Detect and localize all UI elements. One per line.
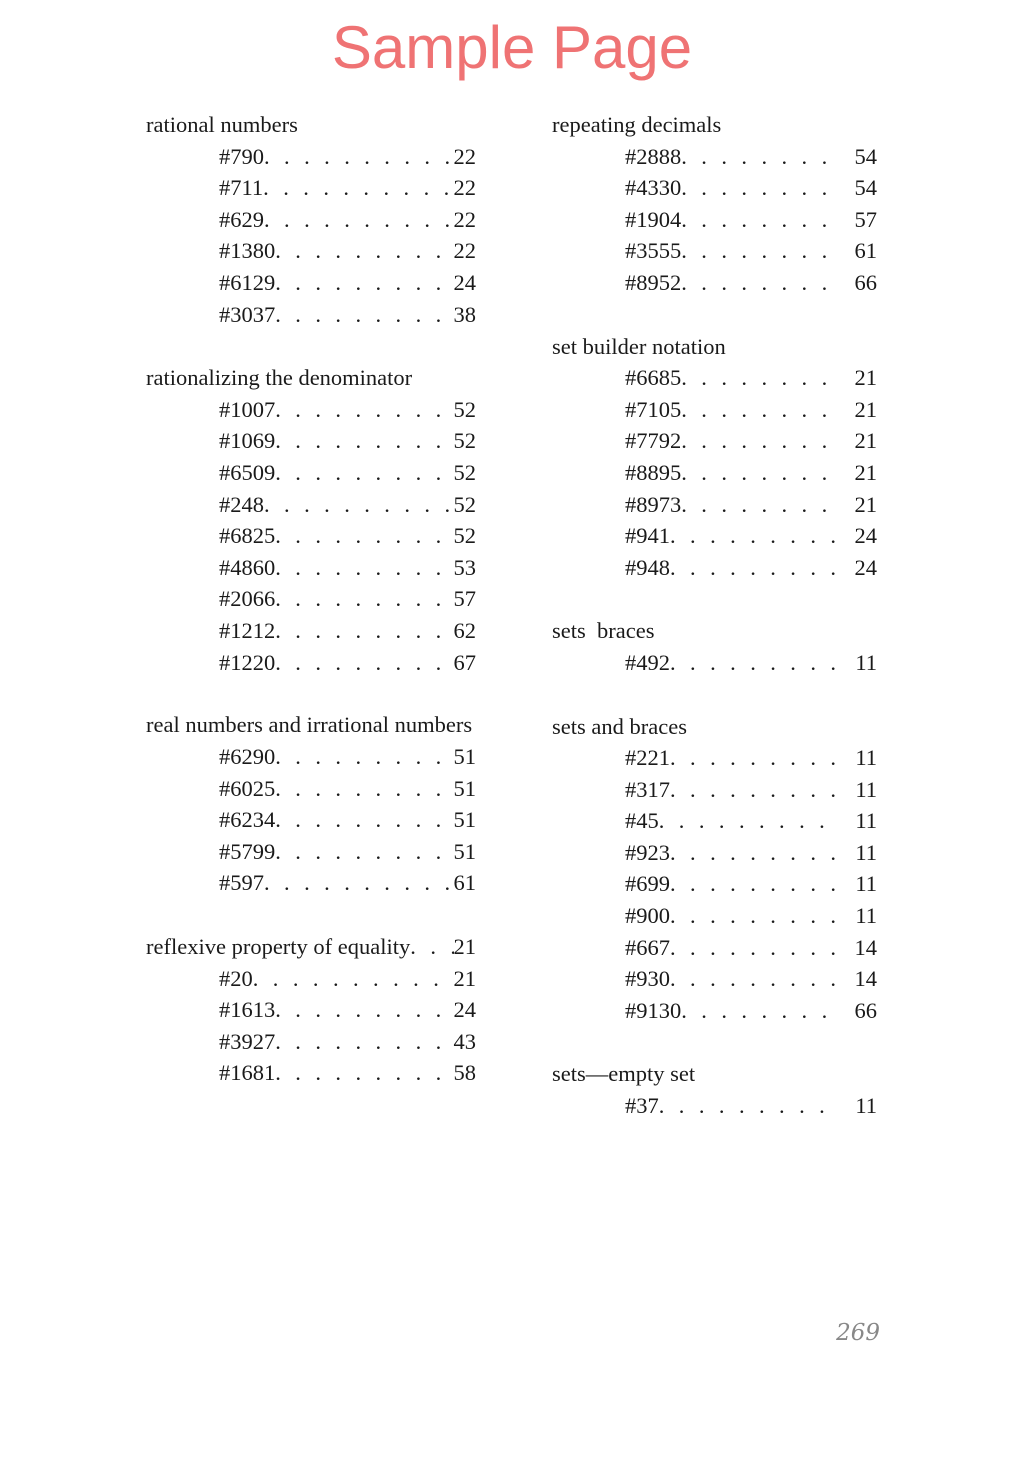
entry-page: 21 bbox=[854, 459, 877, 485]
entry-page: 21 bbox=[854, 428, 877, 454]
entry-page: 24 bbox=[453, 997, 476, 1023]
dot-leader bbox=[670, 520, 839, 552]
entry-ref: #3555 bbox=[625, 238, 682, 264]
dot-leader bbox=[275, 583, 453, 615]
entry-page: 21 bbox=[453, 965, 476, 991]
index-heading: rational numbers bbox=[146, 112, 298, 137]
dot-leader bbox=[681, 394, 839, 426]
index-entry bbox=[146, 994, 476, 1026]
entry-page: 24 bbox=[453, 269, 476, 295]
entry-page: 14 bbox=[854, 966, 877, 992]
dot-leader bbox=[681, 362, 839, 394]
entry-page: 11 bbox=[855, 745, 877, 771]
entry-page: 61 bbox=[854, 238, 877, 264]
dot-leader bbox=[670, 837, 839, 869]
index-entry bbox=[552, 995, 877, 1027]
index-entry bbox=[552, 552, 877, 584]
dot-leader bbox=[253, 963, 454, 995]
dot-leader bbox=[264, 141, 454, 173]
index-entry bbox=[552, 932, 877, 964]
index-heading: sets braces bbox=[552, 618, 655, 644]
entry-ref: #6234 bbox=[219, 807, 276, 833]
entry-ref: #8952 bbox=[625, 269, 682, 295]
index-group bbox=[552, 109, 877, 299]
index-entry bbox=[552, 235, 877, 267]
index-column-left bbox=[146, 109, 476, 1121]
index-entry bbox=[146, 741, 476, 773]
dot-leader bbox=[681, 995, 839, 1027]
dot-leader bbox=[263, 172, 453, 204]
dot-leader bbox=[275, 299, 453, 331]
dot-leader bbox=[670, 932, 839, 964]
index-entry bbox=[552, 868, 877, 900]
index-group bbox=[552, 331, 877, 584]
index-entry bbox=[552, 963, 877, 995]
entry-ref: #4860 bbox=[219, 554, 276, 580]
entry-page: 52 bbox=[453, 523, 476, 549]
index-entry bbox=[146, 867, 476, 899]
dot-leader bbox=[670, 900, 839, 932]
index-entry bbox=[552, 520, 877, 552]
dot-leader bbox=[275, 615, 453, 647]
dot-leader bbox=[681, 235, 839, 267]
index-group bbox=[552, 1058, 877, 1121]
entry-ref: #2066 bbox=[219, 586, 276, 612]
dot-leader bbox=[670, 774, 839, 806]
entry-ref: #923 bbox=[625, 839, 670, 865]
entry-ref: #1904 bbox=[625, 206, 682, 232]
sample-page-watermark: Sample Page bbox=[331, 14, 693, 81]
index-heading: rationalizing the denominator bbox=[146, 365, 413, 391]
dot-leader bbox=[681, 267, 839, 299]
entry-ref: #3927 bbox=[219, 1028, 276, 1054]
dot-leader bbox=[264, 867, 454, 899]
dot-leader bbox=[670, 552, 839, 584]
index-group bbox=[146, 710, 476, 899]
heading-text: reflexive property of equality bbox=[146, 934, 411, 960]
index-entry bbox=[552, 394, 877, 426]
dot-leader bbox=[681, 489, 839, 521]
dot-leader bbox=[275, 1057, 453, 1089]
entry-ref: #6025 bbox=[219, 775, 276, 801]
dot-leader bbox=[275, 836, 453, 868]
index-group bbox=[552, 615, 877, 678]
page-number: 269 bbox=[836, 1320, 880, 1346]
dot-leader bbox=[681, 425, 839, 457]
entry-page: 22 bbox=[453, 143, 476, 169]
index-entry bbox=[552, 172, 877, 204]
entry-ref: #7792 bbox=[625, 428, 682, 454]
entry-ref: #9130 bbox=[625, 997, 682, 1023]
index-entry bbox=[552, 267, 877, 299]
entry-page: 51 bbox=[453, 807, 476, 833]
index-column-right bbox=[552, 109, 877, 1154]
entry-page: 52 bbox=[453, 396, 476, 422]
index-entry bbox=[146, 520, 476, 552]
entry-page: 57 bbox=[854, 206, 877, 232]
dot-leader bbox=[275, 741, 453, 773]
index-entry bbox=[146, 804, 476, 836]
entry-ref: #6685 bbox=[625, 365, 682, 391]
entry-ref: #597 bbox=[219, 870, 264, 896]
index-entry bbox=[146, 267, 476, 299]
dot-leader bbox=[275, 520, 453, 552]
index-entry bbox=[146, 457, 476, 489]
entry-page: 38 bbox=[453, 301, 476, 327]
index-group bbox=[146, 931, 476, 1089]
index-entry bbox=[552, 362, 877, 394]
index-entry bbox=[552, 489, 877, 521]
entry-page: 11 bbox=[855, 649, 877, 675]
entry-page: 11 bbox=[855, 1093, 877, 1119]
entry-page: 21 bbox=[854, 365, 877, 391]
dot-leader bbox=[681, 172, 839, 204]
entry-page: 51 bbox=[453, 838, 476, 864]
entry-ref: #8895 bbox=[625, 459, 682, 485]
entry-ref: #900 bbox=[625, 903, 670, 929]
entry-page: 11 bbox=[855, 776, 877, 802]
index-heading: repeating decimals bbox=[552, 112, 722, 137]
dot-leader bbox=[275, 425, 453, 457]
entry-page: 14 bbox=[854, 934, 877, 960]
index-entry bbox=[146, 583, 476, 615]
entry-ref: #1681 bbox=[219, 1060, 276, 1086]
entry-ref: #5799 bbox=[219, 838, 276, 864]
index-entry bbox=[552, 204, 877, 236]
dot-leader bbox=[275, 394, 453, 426]
dot-leader bbox=[659, 1090, 839, 1122]
dot-leader bbox=[681, 204, 839, 236]
index-group bbox=[552, 711, 877, 1027]
dot-leader bbox=[275, 457, 453, 489]
entry-ref: #1069 bbox=[219, 428, 276, 454]
index-entry bbox=[552, 742, 877, 774]
index-entry bbox=[146, 1026, 476, 1058]
entry-ref: #37 bbox=[625, 1093, 659, 1119]
entry-page: 51 bbox=[453, 744, 476, 770]
entry-ref: #941 bbox=[625, 523, 670, 549]
entry-ref: #629 bbox=[219, 206, 264, 232]
index-entry bbox=[146, 489, 476, 521]
entry-page: 21 bbox=[854, 491, 877, 517]
index-entry bbox=[552, 425, 877, 457]
entry-ref: #20 bbox=[219, 965, 253, 991]
dot-leader bbox=[659, 805, 839, 837]
index-entry bbox=[552, 141, 877, 173]
index-entry bbox=[146, 552, 476, 584]
dot-leader bbox=[275, 647, 453, 679]
entry-ref: #699 bbox=[625, 871, 670, 897]
dot-leader bbox=[275, 773, 453, 805]
entry-page: 43 bbox=[453, 1028, 476, 1054]
dot-leader bbox=[681, 457, 839, 489]
index-entry bbox=[146, 773, 476, 805]
index-entry bbox=[146, 836, 476, 868]
entry-page: 51 bbox=[453, 775, 476, 801]
index-group bbox=[146, 109, 476, 330]
index-entry bbox=[552, 1090, 877, 1122]
index-entry bbox=[552, 647, 877, 679]
entry-page: 11 bbox=[855, 903, 877, 929]
index-group bbox=[146, 362, 476, 678]
index-entry bbox=[146, 963, 476, 995]
entry-ref: #1613 bbox=[219, 997, 276, 1023]
entry-ref: #1220 bbox=[219, 649, 276, 675]
entry-ref: #221 bbox=[625, 745, 670, 771]
dot-leader bbox=[275, 235, 453, 267]
dot-leader bbox=[670, 963, 839, 995]
entry-ref: #1380 bbox=[219, 238, 276, 264]
entry-ref: #1007 bbox=[219, 396, 276, 422]
entry-page: 52 bbox=[453, 459, 476, 485]
entry-ref: #4330 bbox=[625, 175, 682, 201]
entry-ref: #6290 bbox=[219, 744, 276, 770]
index-entry bbox=[552, 774, 877, 806]
entry-ref: #492 bbox=[625, 649, 670, 675]
entry-page: 22 bbox=[453, 238, 476, 264]
dot-leader bbox=[275, 994, 453, 1026]
index-entry bbox=[146, 172, 476, 204]
index-heading: set builder notation bbox=[552, 333, 726, 359]
heading-page: 21 bbox=[453, 934, 476, 960]
dot-leader bbox=[264, 489, 454, 521]
entry-page: 24 bbox=[854, 554, 877, 580]
entry-ref: #3037 bbox=[219, 301, 276, 327]
dot-leader bbox=[264, 204, 454, 236]
dot-leader bbox=[275, 552, 453, 584]
dot-leader bbox=[275, 804, 453, 836]
entry-page: 52 bbox=[453, 491, 476, 517]
dot-leader bbox=[670, 868, 839, 900]
entry-ref: #2888 bbox=[625, 143, 682, 169]
entry-page: 22 bbox=[453, 175, 476, 201]
entry-page: 53 bbox=[453, 554, 476, 580]
entry-page: 66 bbox=[854, 269, 877, 295]
entry-page: 58 bbox=[453, 1060, 476, 1086]
index-entry bbox=[552, 900, 877, 932]
entry-page: 62 bbox=[453, 617, 476, 643]
entry-page: 54 bbox=[854, 175, 877, 201]
dot-leader bbox=[670, 742, 839, 774]
dot-leader bbox=[681, 141, 839, 173]
entry-page: 57 bbox=[453, 586, 476, 612]
index-entry bbox=[146, 647, 476, 679]
entry-page: 61 bbox=[453, 870, 476, 896]
entry-ref: #711 bbox=[219, 175, 264, 201]
entry-page: 52 bbox=[453, 428, 476, 454]
index-heading: sets and braces bbox=[552, 713, 687, 739]
entry-ref: #790 bbox=[219, 143, 264, 169]
entry-page: 67 bbox=[453, 649, 476, 675]
index-entry bbox=[146, 299, 476, 331]
entry-page: 11 bbox=[855, 839, 877, 865]
index-heading: sets—empty set bbox=[552, 1061, 696, 1087]
entry-ref: #6825 bbox=[219, 523, 276, 549]
entry-ref: #248 bbox=[219, 491, 264, 517]
index-entry bbox=[552, 805, 877, 837]
entry-page: 11 bbox=[855, 808, 877, 834]
entry-ref: #317 bbox=[625, 776, 670, 802]
dot-leader bbox=[275, 1026, 453, 1058]
entry-page: 11 bbox=[855, 871, 877, 897]
index-entry bbox=[146, 394, 476, 426]
entry-ref: #6509 bbox=[219, 459, 276, 485]
entry-ref: #948 bbox=[625, 554, 670, 580]
entry-ref: #667 bbox=[625, 934, 670, 960]
index-entry bbox=[146, 425, 476, 457]
index-entry bbox=[552, 457, 877, 489]
index-entry bbox=[146, 204, 476, 236]
index-heading bbox=[146, 931, 476, 963]
entry-page: 24 bbox=[854, 523, 877, 549]
entry-page: 66 bbox=[854, 997, 877, 1023]
entry-ref: #6129 bbox=[219, 269, 276, 295]
dot-leader bbox=[410, 931, 453, 963]
index-entry bbox=[552, 837, 877, 869]
entry-ref: #45 bbox=[625, 808, 659, 834]
index-entry bbox=[146, 141, 476, 173]
index-entry bbox=[146, 1057, 476, 1089]
dot-leader bbox=[275, 267, 453, 299]
entry-page: 22 bbox=[453, 206, 476, 232]
entry-page: 54 bbox=[854, 143, 877, 169]
index-entry bbox=[146, 615, 476, 647]
index-entry bbox=[146, 235, 476, 267]
index-heading: real numbers and irrational numbers bbox=[146, 712, 473, 738]
entry-ref: #1212 bbox=[219, 617, 276, 643]
dot-leader bbox=[670, 647, 839, 679]
entry-ref: #930 bbox=[625, 966, 670, 992]
entry-page: 21 bbox=[854, 396, 877, 422]
entry-ref: #8973 bbox=[625, 491, 682, 517]
entry-ref: #7105 bbox=[625, 396, 682, 422]
